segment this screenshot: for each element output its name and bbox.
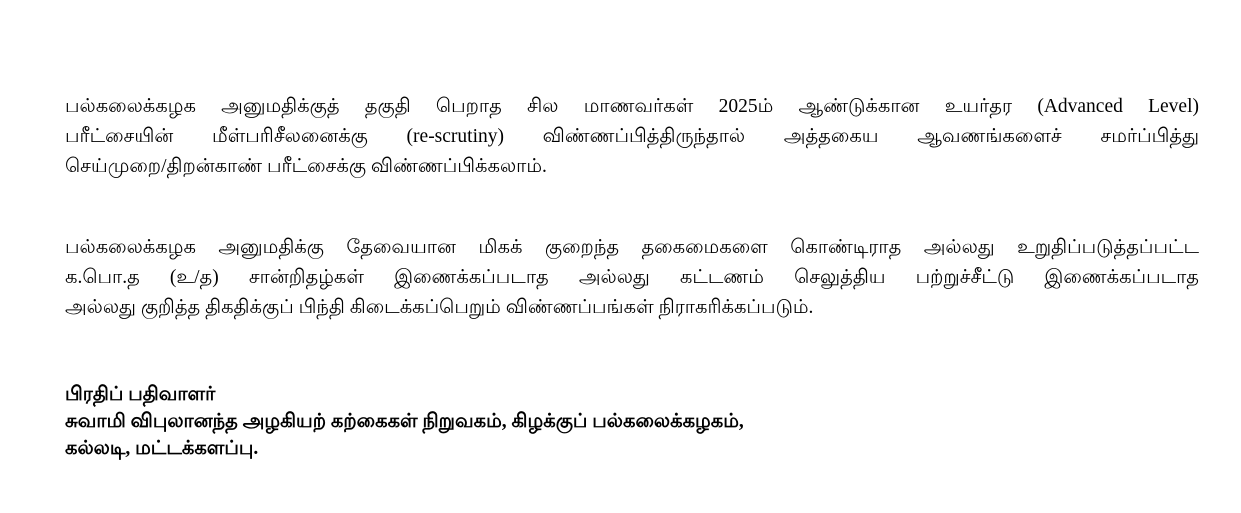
paragraph-rescrutiny-line-1: பல்கலைக்கழக அனுமதிக்குத் தகுதி பெறாத சில மாணவர்கள் 2025ம் ஆண்டுக்கான உயர்தர (Advanced Level): [65, 96, 1199, 117]
signature-block: [65, 381, 1199, 462]
document-body: [65, 92, 1199, 462]
paragraph-rescrutiny-line-3: செய்முறை/திறன்காண் பரீட்சைக்கு விண்ணப்பிக்கலாம்.: [65, 156, 547, 177]
signatory-designation: பிரதிப் பதிவாளர்: [65, 384, 216, 405]
paragraph-rescrutiny: [65, 92, 1199, 182]
signatory-address: கல்லடி, மட்டக்களப்பு.: [65, 438, 259, 459]
paragraph-rejection-conditions: [65, 233, 1199, 323]
paragraph-spacer-1: [65, 182, 1199, 233]
paragraph-spacer-2: [65, 323, 1199, 381]
paragraph-rejection-line-2: க.பொ.த (உ/த) சான்றிதழ்கள் இணைக்கப்படாத அல்லது கட்டணம் செலுத்திய பற்றுச்சீட்டு இணைக்கப்படாத: [65, 267, 1199, 288]
paragraph-rejection-line-3: அல்லது குறித்த திகதிக்குப் பிந்தி கிடைக்கப்பெறும் விண்ணப்பங்கள் நிராகரிக்கப்படும்.: [65, 297, 814, 318]
paragraph-rejection-line-1: பல்கலைக்கழக அனுமதிக்கு தேவையான மிகக் குறைந்த தகைமைகளை கொண்டிராத அல்லது உறுதிப்படுத்தப்பட்ட: [65, 237, 1199, 258]
signatory-institute: சுவாமி விபுலானந்த அழகியற் கற்கைகள் நிறுவகம், கிழக்குப் பல்கலைக்கழகம்,: [65, 411, 744, 432]
paragraph-rescrutiny-line-2: பரீட்சையின் மீள்பரிசீலனைக்கு (re-scrutiny) விண்ணப்பித்திருந்தால் அத்தகைய ஆவணங்களைச் சமர்ப்பித்து: [65, 126, 1199, 147]
